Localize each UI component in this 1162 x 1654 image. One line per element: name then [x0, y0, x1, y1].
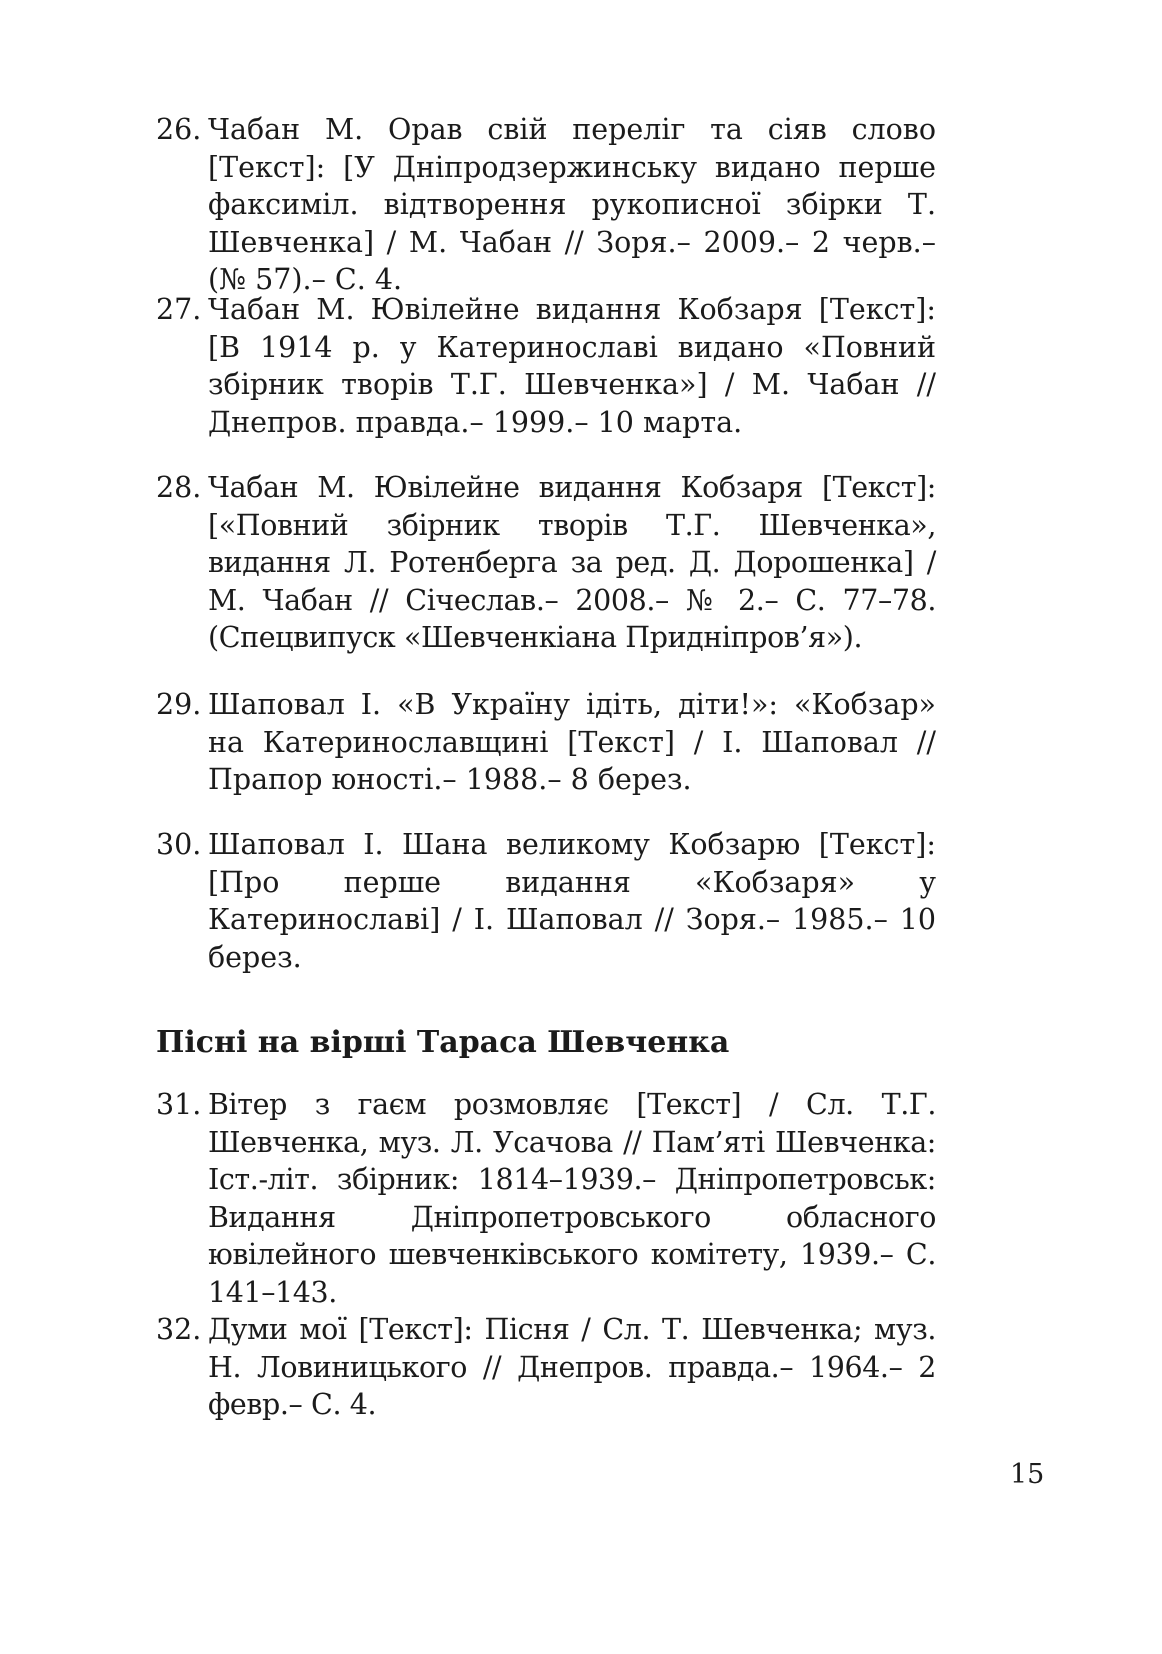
bibliography-entry-27: [156, 291, 936, 441]
entry-text: Чабан М. Орав свій переліг та сіяв слово [Текст]: [У Дніпродзержинську видано перше факсиміл. відтворення рукописної збірки Т. Шевченка] / М. Чабан // Зоря.– 2009.– 2 черв.– (№ 57).– С. 4.: [208, 113, 936, 296]
entry-text: Шаповал І. «В Україну ідіть, діти!»: «Кобзар» на Катеринославщині [Текст] / І. Шаповал // Прапор юності.– 1988.– 8 берез.: [208, 688, 936, 796]
bibliography-entry-30: [156, 826, 936, 976]
section-heading: Пісні на вірші Тараса Шевченка: [156, 1025, 730, 1060]
bibliography-entry-32: [156, 1311, 936, 1424]
bibliography-entry-28: [156, 469, 936, 657]
entry-text: Вітер з гаєм розмовляє [Текст] / Сл. Т.Г. Шевченка, муз. Л. Усачова // Пам’яті Шевченка: Іст.-літ. збірник: 1814–1939.– Дніпропетровськ: Видання Дніпропетровського обласного ювілейного шевченківського комітету, 1939.– С. 141–143.: [208, 1088, 936, 1309]
entry-number: 28.: [156, 471, 202, 504]
entry-number: 26.: [156, 113, 202, 146]
entry-number: 31.: [156, 1088, 202, 1121]
entry-text: Думи мої [Текст]: Пісня / Сл. Т. Шевченка; муз. Н. Ловиницького // Днепров. правда.– 1964.– 2 февр.– С. 4.: [208, 1313, 936, 1421]
entry-text: Шаповал І. Шана великому Кобзарю [Текст]: [Про перше видання «Кобзаря» у Катеринославі] / І. Шаповал // Зоря.– 1985.– 10 берез.: [208, 828, 936, 974]
page-number: 15: [1010, 1459, 1045, 1490]
entry-number: 27.: [156, 293, 202, 326]
entry-number: 30.: [156, 828, 202, 861]
entry-number: 32.: [156, 1313, 202, 1346]
entry-text: Чабан М. Ювілейне видання Кобзаря [Текст]: [В 1914 р. у Катеринославі видано «Повний збірник творів Т.Г. Шевченка»] / М. Чабан // Днепров. правда.– 1999.– 10 марта.: [208, 293, 936, 439]
bibliography-entry-26: [156, 111, 936, 299]
entry-number: 29.: [156, 688, 202, 721]
bibliography-entry-31: [156, 1086, 936, 1311]
bibliography-entry-29: [156, 686, 936, 799]
entry-text: Чабан М. Ювілейне видання Кобзаря [Текст]: [«Повний збірник творів Т.Г. Шевченка», видання Л. Ротенберга за ред. Д. Дорошенка] / М. Чабан // Січеслав.– 2008.– № 2.– С. 77–78. (Спецвипуск «Шевченкіана Придніпров’я»).: [208, 471, 936, 654]
